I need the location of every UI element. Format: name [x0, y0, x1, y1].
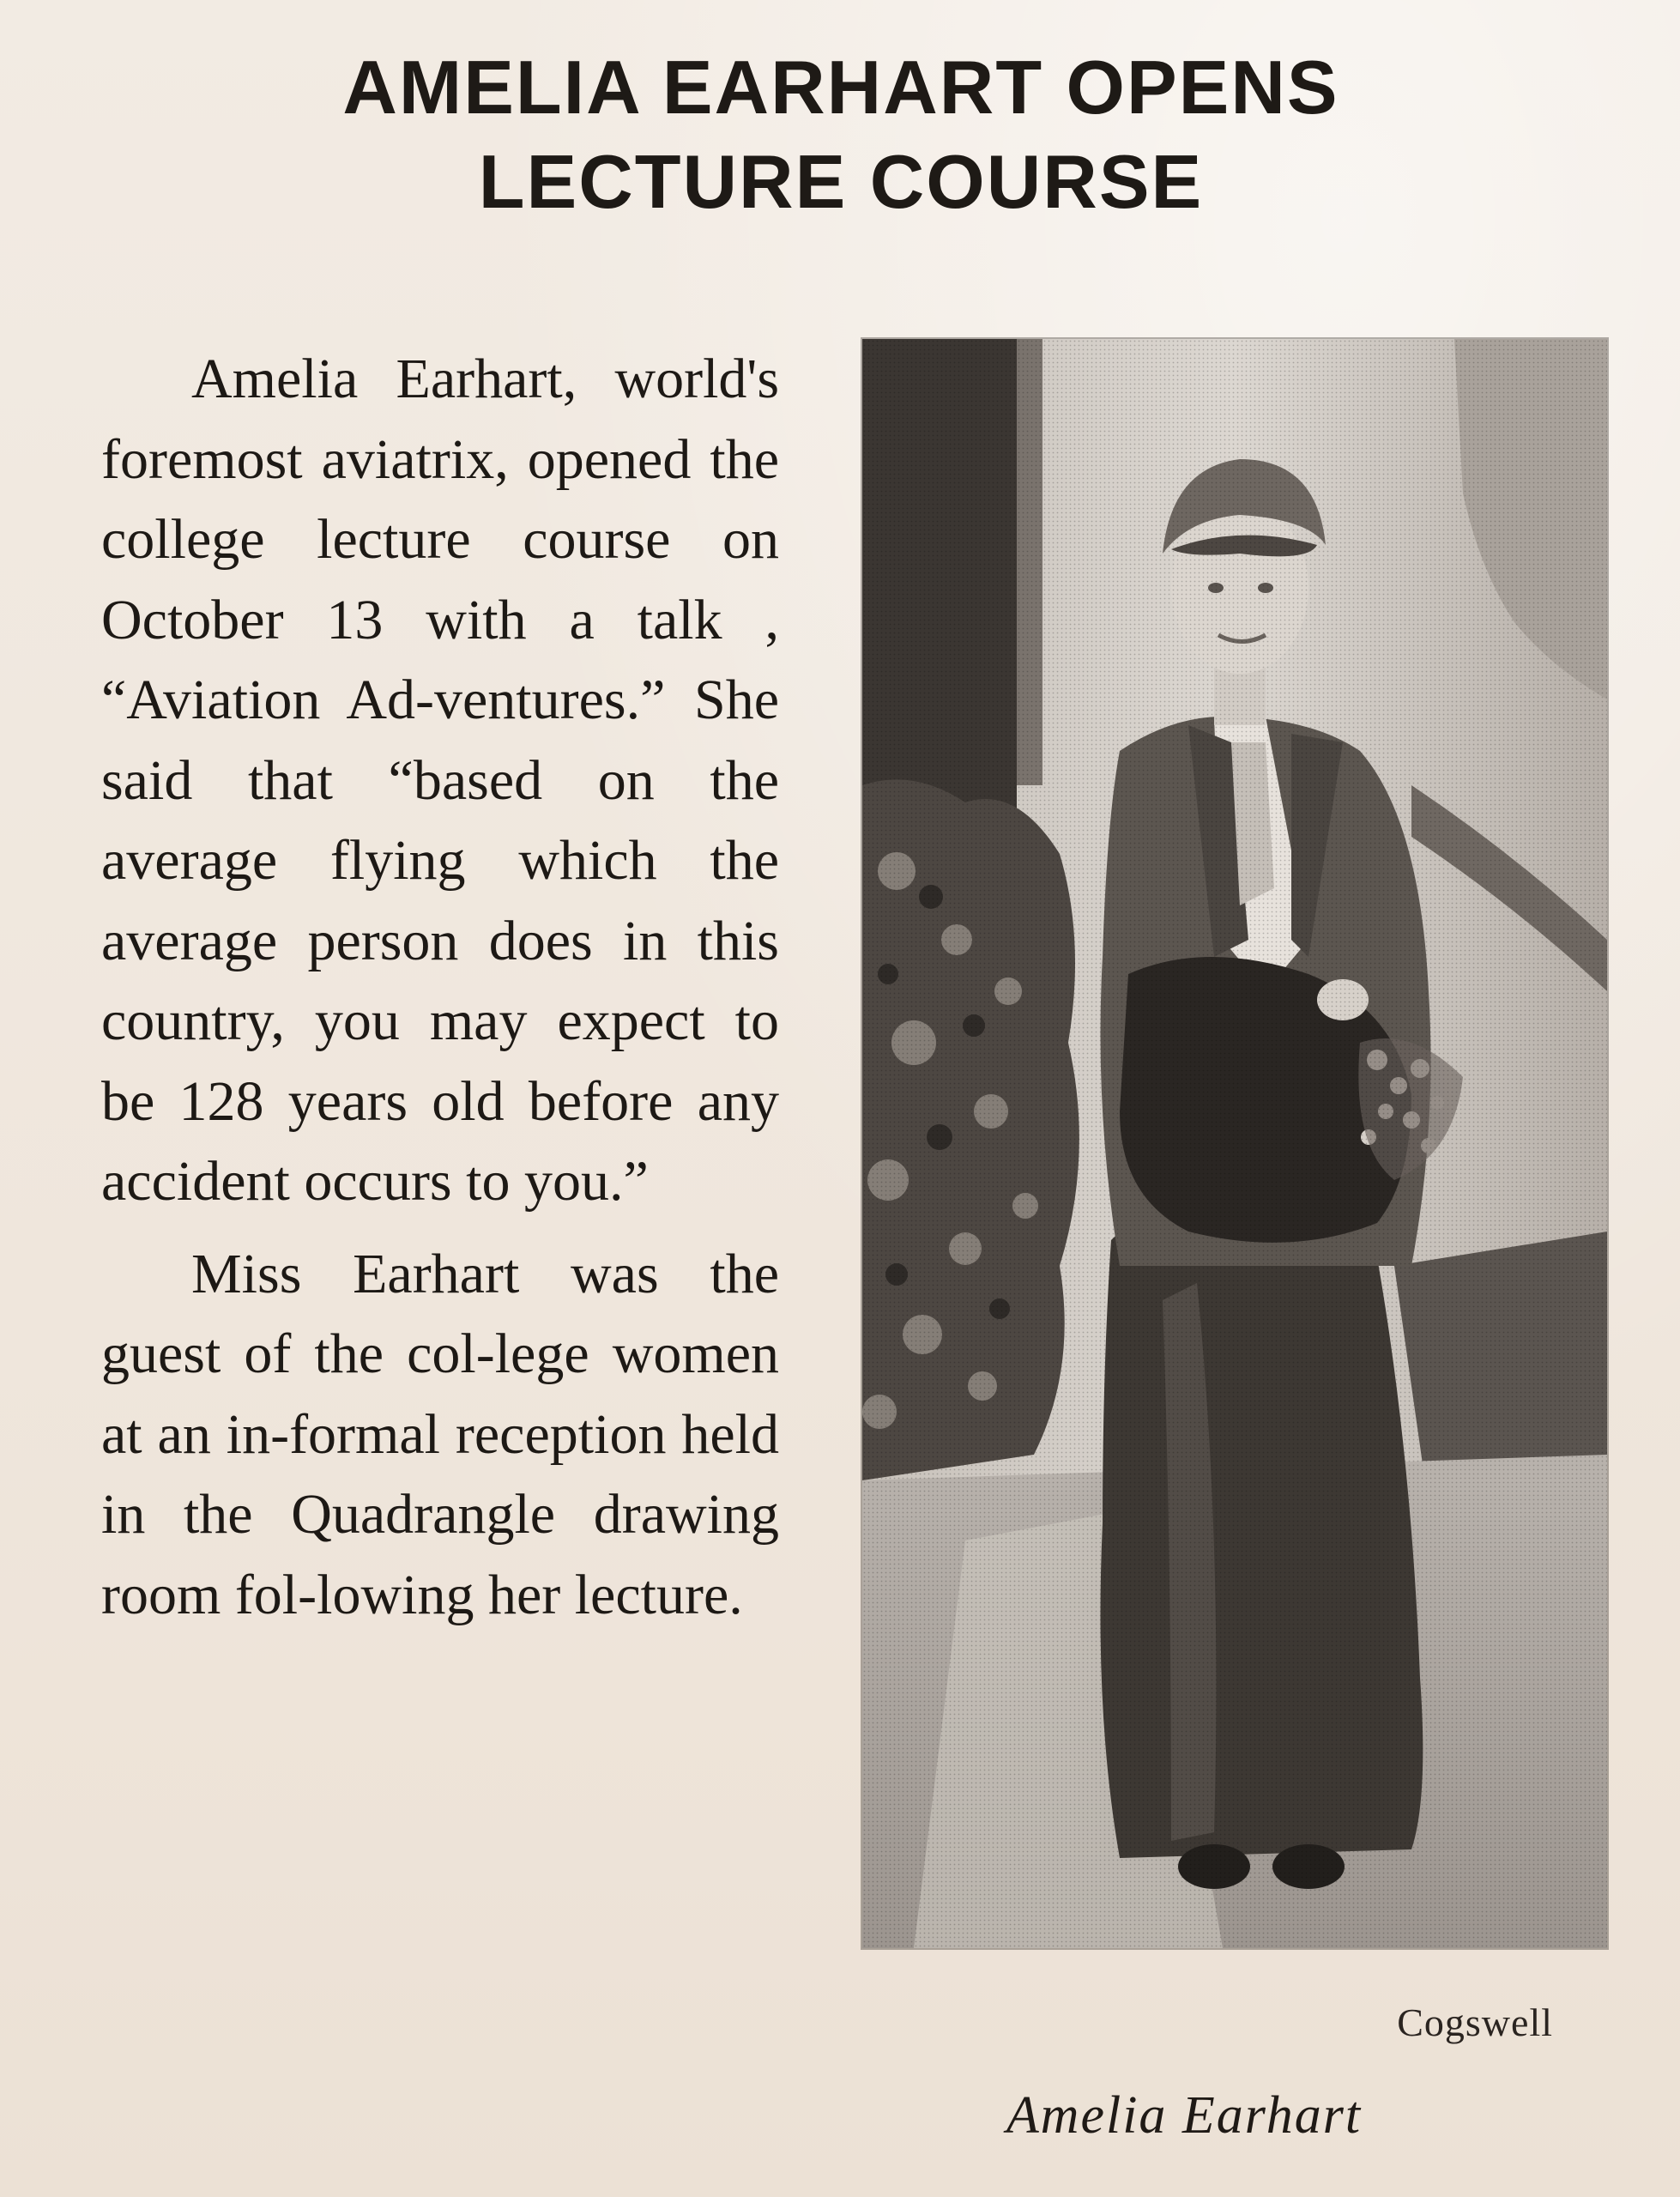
article-paragraph-2: Miss Earhart was the guest of the col-lege women at an in-formal reception held in the Quadrangle drawing room fol-lowing her lecture.: [101, 1242, 779, 1626]
portrait-photo: [862, 339, 1607, 1948]
headline-line-2: LECTURE COURSE: [478, 139, 1204, 224]
photo-credit: Cogswell: [1397, 2000, 1553, 2044]
portrait-photo-image: [862, 339, 1607, 1948]
headline-line-1: AMELIA EARHART OPENS: [342, 45, 1339, 130]
article-body: [101, 339, 779, 1635]
photo-caption: Amelia Earhart: [1006, 2086, 1363, 2145]
article-paragraph-1: Amelia Earhart, world's foremost aviatrix, opened the college lecture course on October 13 with a talk , “Aviation Ad-ventures.” She said that “based on the average flying which the average person does in this country, you may expect to be 128 years old before any accident occurs to you.”: [101, 348, 779, 1213]
